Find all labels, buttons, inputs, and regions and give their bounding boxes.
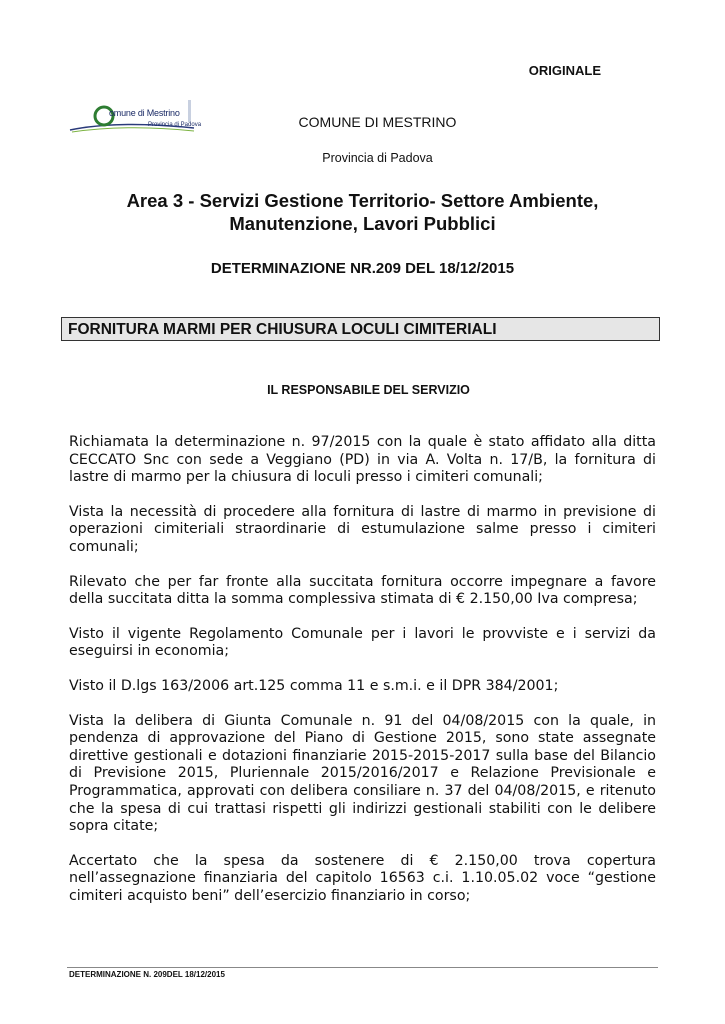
paragraph: Vista la necessità di procedere alla fornitura di lastre di marmo in previsione di operazioni cimiteriali straordinarie di estumulazione salme presso i cimiteri comunali; <box>69 503 656 555</box>
footer-divider <box>67 967 658 968</box>
area-heading-line2: Manutenzione, Lavori Pubblici <box>229 213 496 234</box>
determinazione-title: DETERMINAZIONE NR.209 DEL 18/12/2015 <box>210 260 515 277</box>
document-body <box>69 434 656 922</box>
subject-box: FORNITURA MARMI PER CHIUSURA LOCULI CIMITERIALI <box>61 317 660 341</box>
paragraph: Accertato che la spesa da sostenere di € 2.150,00 trova copertura nell’assegnazione finanziaria del capitolo 16563 c.i. 1.10.05.02 voce “gestione cimiteri acquisto beni” dell’esercizio finanziario in corso; <box>69 852 656 904</box>
footer-text: DETERMINAZIONE N. 209DEL 18/12/2015 <box>69 970 225 979</box>
originale-label: ORIGINALE <box>528 63 601 78</box>
paragraph: Richiamata la determinazione n. 97/2015 con la quale è stato affidato alla ditta CECCATO Snc con sede a Veggiano (PD) in via A. Volta n. 17/B, la fornitura di lastre di marmo per la chiusura di loculi presso i cimiteri comunali; <box>69 434 656 486</box>
logo-name: omune di Mestrino <box>109 108 180 118</box>
area-heading <box>0 189 725 235</box>
provincia-name: Provincia di Padova <box>322 151 433 165</box>
paragraph: Visto il D.lgs 163/2006 art.125 comma 11 e s.m.i. e il DPR 384/2001; <box>69 677 559 694</box>
paragraph: Vista la delibera di Giunta Comunale n. 91 del 04/08/2015 con la quale, in pendenza di approvazione del Piano di Gestione 2015, sono state assegnate direttive gestionali e dotazioni finanziarie 2015-2015-2017 sulla base del Bilancio di Previsione 2015, Pluriennale 2015/2016/2017 e Relazione Previsionale e Programmatica, approvati con delibera consiliare n. 37 del 04/08/2015, e ritenuto che la spesa di cui trattasi rispetti gli indirizzi gestionali stabiliti con le delibere sopra citate; <box>69 712 656 835</box>
paragraph: Rilevato che per far fronte alla succitata fornitura occorre impegnare a favore della succitata ditta la somma complessiva stimata di € 2.150,00 Iva compresa; <box>69 573 656 608</box>
area-heading-line1: Area 3 - Servizi Gestione Territorio- Settore Ambiente, <box>126 190 599 211</box>
responsabile-heading: IL RESPONSABILE DEL SERVIZIO <box>267 383 470 397</box>
paragraph: Visto il vigente Regolamento Comunale per i lavori le provviste e i servizi da eseguirsi in economia; <box>69 625 656 660</box>
logo-subtitle: Provincia di Padova <box>148 122 202 128</box>
ente-name: COMUNE DI MESTRINO <box>298 114 457 130</box>
